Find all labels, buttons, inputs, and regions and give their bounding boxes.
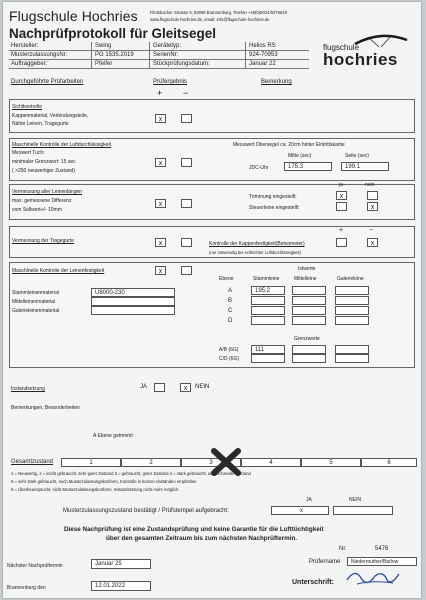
disclaimer-line2: über den gesamten Zeitraum bis zum nächsten Nachprüftermin. — [106, 535, 298, 542]
sign-label: Unterschrift: — [292, 579, 335, 586]
signature-icon — [343, 566, 403, 588]
gal-b-field[interactable] — [335, 296, 369, 305]
vermess-title: Vermessung aller Leinenlängen — [12, 189, 83, 195]
stamm-material-field[interactable]: U8000-230 — [91, 288, 175, 297]
zulassung-label: MusterzulassungsNr: — [11, 52, 68, 58]
place-label: Brannenburg den — [7, 585, 46, 591]
luft-remark: Messwert Obersegel ca. 20cm hinter Eintrittskante — [233, 142, 345, 148]
auftrag-value: Pfeifer — [95, 61, 113, 67]
checks-heading: Durchgeführte Prüfarbeiten — [11, 79, 84, 85]
stammleine-heading: Stammleine — [253, 276, 280, 282]
confirm-ja-field[interactable]: x — [271, 506, 329, 515]
jdc-label: JDC-Uhr — [249, 165, 269, 171]
mitte-value-field[interactable]: 175.3 — [284, 162, 332, 171]
serien-value: 924-70953 — [249, 52, 278, 58]
kappe-sub: (nur notwendig bei schlechter Luftdurchlässigkeit) — [209, 250, 301, 255]
geraetetyp-value: Helios RS — [249, 43, 276, 49]
kappe-minus-heading: − — [369, 227, 374, 234]
ab-mittel-field[interactable] — [292, 345, 326, 354]
result-heading: Prüfergebnis — [153, 79, 188, 85]
vermess-plus-checkbox[interactable]: x — [155, 199, 166, 208]
ebene-d: D — [228, 318, 233, 324]
gesamt-5[interactable]: 5 — [301, 458, 361, 467]
luft-line3: ( >250 neuwertiger Zustand) — [12, 168, 75, 174]
school-address: Flintsbacher Strasse 5, 83098 Brannenburg, Telefon +49(0)8034/5079618 — [150, 10, 287, 15]
ja-heading: ja — [339, 182, 343, 188]
mittel-c-field[interactable] — [292, 306, 326, 315]
minus-heading: − — [183, 88, 189, 98]
instand-ja-label: JA — [140, 384, 148, 390]
ebene-b: B — [228, 298, 233, 304]
ab-label: A/B (6G) — [219, 347, 239, 353]
instand-label: Instandsetzung — [11, 386, 45, 392]
pruefer-label: Prüfername — [309, 559, 341, 565]
gal-material-field[interactable] — [91, 306, 175, 315]
nr-value: 5476 — [375, 546, 389, 552]
gesamt-legend3: 6 = Überbeansprucht, nicht Musterzulassungskonform, Instandsetzung nicht mehr möglich — [11, 487, 179, 492]
luft-minus-checkbox[interactable] — [181, 158, 192, 167]
confirm-ja-heading: JA — [306, 497, 312, 503]
gal-label: Galerieleinenmaterial — [12, 308, 60, 314]
paraglider-logo-icon — [351, 30, 411, 48]
instand-nein-checkbox[interactable]: x — [180, 383, 191, 392]
instand-nein-label: NEIN — [195, 384, 210, 390]
trimm-label: Trimmung eingestellt: — [249, 194, 297, 200]
school-web: www.flugschule-hochries.de, email: info@flugschule-hochries.de — [150, 17, 270, 22]
mittel-material-field[interactable] — [91, 297, 175, 306]
gesamt-label: Gesamtzustand — [11, 459, 54, 465]
ab-gal-field[interactable] — [335, 345, 369, 354]
protocol-sheet — [3, 2, 421, 598]
cd-stamm-field[interactable] — [251, 354, 285, 363]
mittel-d-field[interactable] — [292, 316, 326, 325]
vermess-minus-checkbox[interactable] — [181, 199, 192, 208]
gesamt-6[interactable]: 6 — [361, 458, 417, 467]
gesamt-2[interactable]: 2 — [121, 458, 181, 467]
gesamt-legend2: 5 = sehr stark gebraucht, noch Musterzulassungskonform, Kontrolle in kurzen Abständen empfohlen — [11, 479, 197, 484]
ebene-a: A — [228, 288, 233, 294]
trage-title: Vermessung der Tragegurte — [12, 238, 74, 244]
kappe-plus-heading: + — [339, 227, 344, 234]
gal-a-field[interactable] — [335, 286, 369, 295]
vermess-line2: vom Sollwert+/- 10mm — [12, 207, 62, 213]
sicht-line2: Nähte Leinen, Tragegurte — [12, 121, 69, 127]
instand-ja-checkbox[interactable] — [154, 383, 165, 392]
geraetetyp-label: Gerätetyp: — [153, 43, 182, 49]
luft-line2: minimaler Grenzwert: 15 sec — [12, 159, 76, 165]
leinen-plus-checkbox[interactable]: x — [155, 266, 166, 275]
trage-plus-checkbox[interactable]: x — [155, 238, 166, 247]
steuer-ja-checkbox[interactable] — [336, 202, 347, 211]
seite-label: Seite (sec) — [345, 153, 369, 159]
mittelleine-heading: Mittelleine — [294, 276, 317, 282]
kappe-title: Kontrolle der Kappenfestigkeit(Betsometer) — [209, 241, 305, 247]
disclaimer-line1: Diese Nachprüfung ist eine Zustandsprüfung und keine Garantie für die Lufttüchtigkeit — [64, 526, 324, 533]
mittel-label: Mittelleinenmaterial — [12, 299, 56, 305]
logo-top-text: flugschule — [323, 43, 360, 52]
leinen-title: Maschinelle Kontrolle der Leinenfestigkeit — [12, 268, 105, 274]
stueck-label: Stückprüfungsdatum: — [153, 61, 210, 67]
kappe-plus-checkbox[interactable] — [336, 238, 347, 247]
leinen-minus-checkbox[interactable] — [181, 266, 192, 275]
grenzwerte-heading: Grenzwerte — [294, 336, 320, 342]
sicht-title: Sichtkontrolle — [12, 104, 43, 110]
trage-minus-checkbox[interactable] — [181, 238, 192, 247]
serien-label: SerienNr: — [153, 52, 179, 58]
gal-c-field[interactable] — [335, 306, 369, 315]
next-date-field[interactable]: Januar 25 — [91, 559, 151, 569]
stamm-label: Stammleinenmaterial — [12, 290, 59, 296]
gesamt-4[interactable]: 4 — [241, 458, 301, 467]
luft-title: Maschinelle Kontrolle der Luftdurchlässigkeit — [12, 142, 111, 148]
document-title: Nachprüfprotokoll für Gleitsegel — [9, 26, 217, 41]
seite-value-field[interactable]: 199.1 — [341, 162, 389, 171]
stamm-c-field[interactable] — [251, 306, 285, 315]
pruefer-field[interactable]: Niederreuther/Barlow — [347, 557, 417, 566]
vermess-line1: max. gemessene Differenz — [12, 198, 72, 204]
mittel-b-field[interactable] — [292, 296, 326, 305]
confirm-nein-field[interactable] — [333, 506, 393, 515]
stamm-d-field[interactable] — [251, 316, 285, 325]
cd-label: C/D (6G) — [219, 356, 239, 362]
steuer-label: Steuerleine eingestellt: — [249, 205, 300, 211]
sicht-line1: Kappenmaterial, Verbindungsteile, — [12, 113, 89, 119]
stamm-b-field[interactable] — [251, 296, 285, 305]
stueck-value: Januar 22 — [249, 61, 276, 67]
ebene-heading: Ebene — [219, 276, 234, 282]
galerieleine-heading: Galerieleine — [337, 276, 364, 282]
luft-line1: Meswert Tuch: — [12, 150, 45, 156]
confirm-label: Musterzulassungszustand bestätigt / Prüfstempel aufgebracht: — [63, 508, 229, 514]
zulassung-value: PG 1535.2019 — [95, 52, 134, 58]
hersteller-value: Swing — [95, 43, 112, 49]
ebene-c: C — [228, 308, 233, 314]
confirm-nein-heading: NEIN — [349, 497, 361, 503]
logo — [321, 32, 413, 74]
gesamt-3[interactable]: 3 — [181, 458, 241, 467]
kappe-minus-checkbox[interactable]: x — [367, 238, 378, 247]
gal-d-field[interactable] — [335, 316, 369, 325]
istwerte-heading: Istwerte — [298, 266, 316, 272]
hersteller-label: Hersteller: — [11, 43, 39, 49]
mittel-a-field[interactable] — [292, 286, 326, 295]
sicht-plus-checkbox[interactable]: x — [155, 114, 166, 123]
ab-stamm-field[interactable]: 111 — [251, 345, 285, 354]
school-name: Flugschule Hochries — [9, 8, 138, 24]
sicht-minus-checkbox[interactable] — [181, 114, 192, 123]
nr-label: Nr. — [339, 546, 347, 552]
cd-gal-field[interactable] — [335, 354, 369, 363]
logo-main-text: hochries — [323, 50, 398, 69]
remarks-heading: Bemerkung — [261, 79, 292, 85]
steuer-nein-checkbox[interactable]: x — [367, 202, 378, 211]
stamm-a-field[interactable]: 195.2 — [251, 286, 285, 295]
trimm-nein-checkbox[interactable] — [367, 191, 378, 200]
trimm-ja-checkbox[interactable]: x — [336, 191, 347, 200]
next-label: Nächster Nachprüftermin — [7, 563, 63, 569]
mitte-label: Mitte (sec) — [288, 153, 312, 159]
remark-text: A Ebene getrimmt — [93, 433, 133, 439]
auftrag-label: Auftraggeber: — [11, 61, 48, 67]
nein-heading: nein — [365, 182, 375, 188]
luft-plus-checkbox[interactable]: x — [155, 158, 166, 167]
plus-heading: + — [157, 88, 163, 98]
gesamt-1[interactable]: 1 — [61, 458, 121, 467]
date-field[interactable]: 12.01.2022 — [91, 581, 151, 591]
cd-mittel-field[interactable] — [292, 354, 326, 363]
remarks-label: Bemerkungen, Besonderheiten — [11, 405, 80, 411]
gesamt-legend1: 1 = Neuwertig, 2 = leicht gebraucht, sehr guter Zustand 3 = gebraucht, guter Zustand 4 = stark gebraucht, ausreichender Zustand — [11, 471, 251, 476]
